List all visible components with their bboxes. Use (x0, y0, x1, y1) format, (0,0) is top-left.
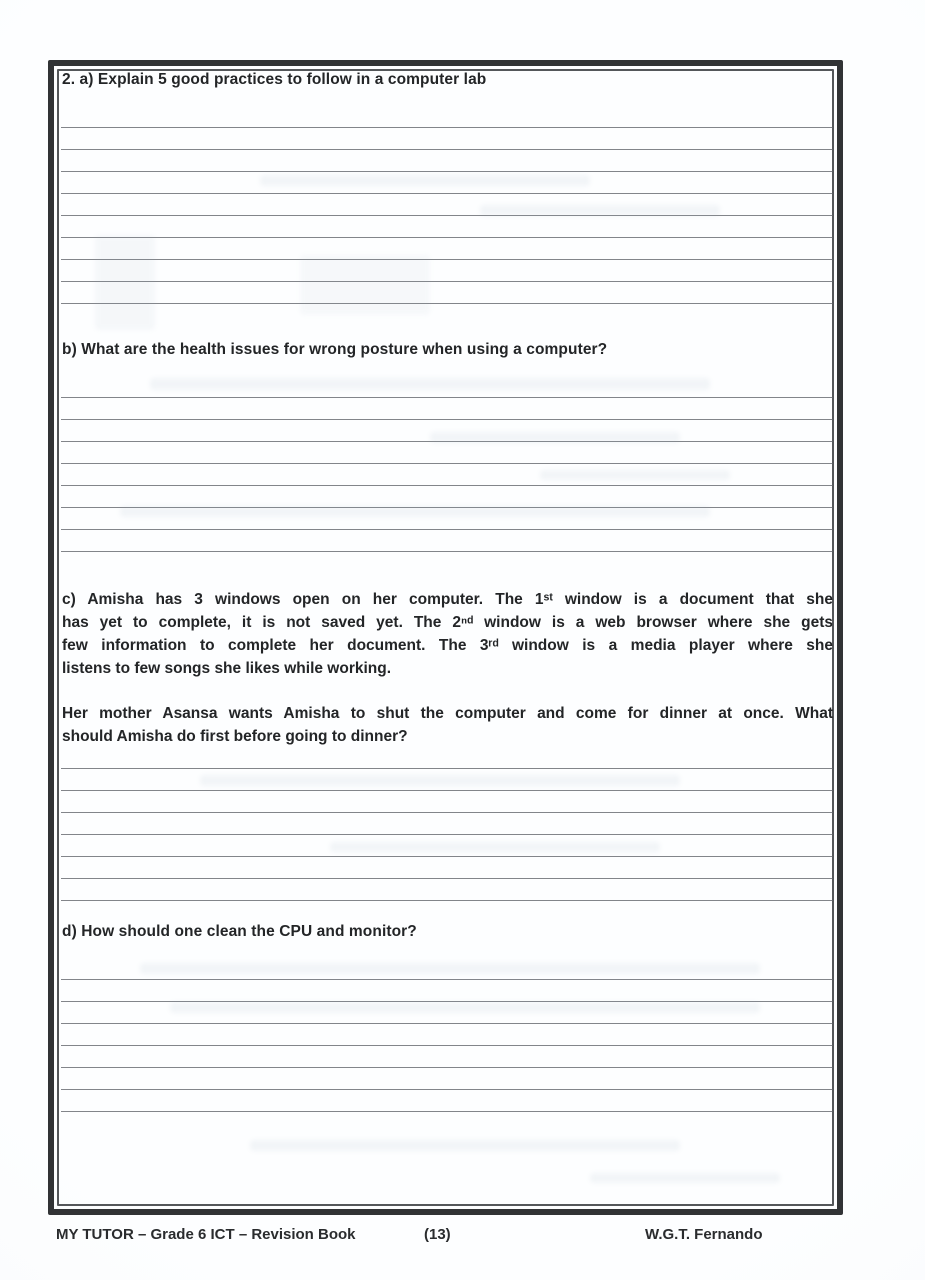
answer-rule (61, 442, 833, 464)
answer-rule (61, 238, 833, 260)
answer-rule (61, 1046, 833, 1068)
answer-rule (61, 216, 833, 238)
answer-rule (61, 420, 833, 442)
answer-rule (61, 530, 833, 552)
question-d-text: d) How should one clean the CPU and monitor? (62, 923, 417, 940)
answer-rule (61, 857, 833, 879)
text-line: has yet to complete, it is not saved yet. The 2ⁿᵈ window is a web browser where she gets (62, 614, 833, 631)
answer-rule (61, 813, 833, 835)
answer-rule (61, 1068, 833, 1090)
answer-rule (61, 282, 833, 304)
answer-rule (61, 1002, 833, 1024)
answer-rule (61, 150, 833, 172)
answer-lines-d (61, 958, 833, 1112)
footer-author: W.G.T. Fernando (645, 1226, 763, 1243)
text-line: Her mother Asansa wants Amisha to shut the computer and come for dinner at once. What (62, 705, 833, 722)
answer-rule (61, 958, 833, 980)
answer-rule (61, 835, 833, 857)
answer-rule (61, 172, 833, 194)
answer-rule (61, 486, 833, 508)
answer-rule (61, 464, 833, 486)
text-line: c) Amisha has 3 windows open on her computer. The 1ˢᵗ window is a document that she (62, 591, 833, 608)
answer-rule (61, 106, 833, 128)
answer-rule (61, 791, 833, 813)
answer-lines-c (61, 747, 833, 901)
answer-rule (61, 769, 833, 791)
answer-lines-b (61, 376, 833, 552)
question-a-text: 2. a) Explain 5 good practices to follow in a computer lab (62, 71, 487, 88)
footer-page-number: (13) (424, 1226, 451, 1243)
footer-book-title: MY TUTOR – Grade 6 ICT – Revision Book (56, 1226, 356, 1243)
answer-rule (61, 376, 833, 398)
question-c-followup (62, 702, 833, 748)
answer-rule (61, 980, 833, 1002)
answer-rule (61, 879, 833, 901)
answer-rule (61, 1090, 833, 1112)
text-line: should Amisha do first before going to dinner? (62, 728, 408, 745)
answer-lines-a (61, 106, 833, 304)
answer-rule (61, 398, 833, 420)
question-b-text: b) What are the health issues for wrong posture when using a computer? (62, 341, 608, 358)
answer-rule (61, 260, 833, 282)
answer-rule (61, 194, 833, 216)
text-line: few information to complete her document. The 3ʳᵈ window is a media player where she (62, 637, 833, 654)
question-c-paragraph (62, 588, 833, 680)
answer-rule (61, 128, 833, 150)
answer-rule (61, 1024, 833, 1046)
answer-rule (61, 747, 833, 769)
text-line: listens to few songs she likes while working. (62, 660, 392, 677)
answer-rule (61, 508, 833, 530)
